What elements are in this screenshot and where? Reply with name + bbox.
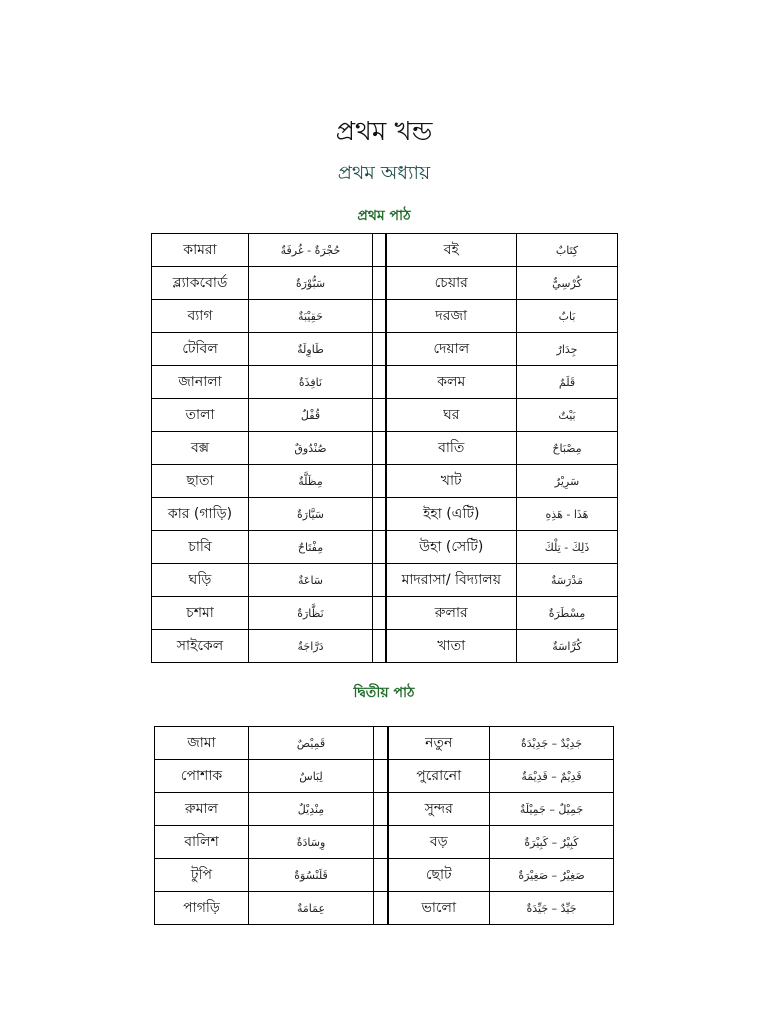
bangla-word-left: ঘড়ি xyxy=(152,564,249,597)
arabic-word-right: بَابٌ xyxy=(517,300,618,333)
column-gap xyxy=(373,630,386,663)
column-gap xyxy=(374,793,388,826)
arabic-word-right: هَذَا - هَذِهِ xyxy=(517,498,618,531)
table-row xyxy=(152,531,618,564)
arabic-word-right: مِسْطَرَةٌ xyxy=(517,597,618,630)
bangla-word-right: ঘর xyxy=(386,399,517,432)
column-gap xyxy=(373,300,386,333)
column-gap xyxy=(373,531,386,564)
bangla-word-left: তালা xyxy=(152,399,249,432)
table-row xyxy=(152,267,618,300)
column-gap xyxy=(373,234,386,267)
arabic-word-left: حَقِيْبَةٌ xyxy=(249,300,373,333)
bangla-word-left: চাবি xyxy=(152,531,249,564)
column-gap xyxy=(373,498,386,531)
bangla-word-right: দরজা xyxy=(386,300,517,333)
bangla-word-right: নতুন xyxy=(388,727,490,760)
arabic-word-right: مَدْرَسَةٌ xyxy=(517,564,618,597)
arabic-word-left: مِفْتَاحٌ xyxy=(249,531,373,564)
bangla-word-left: কামরা xyxy=(152,234,249,267)
arabic-word-left: طَاوِلَةٌ xyxy=(249,333,373,366)
column-gap xyxy=(374,859,388,892)
arabic-word-left: نَافِذَةٌ xyxy=(249,366,373,399)
arabic-word-right: كَبِيْرٌ – كَبِيْرَةٌ xyxy=(490,826,614,859)
arabic-word-right: بَيْتٌ xyxy=(517,399,618,432)
arabic-word-right: مِصْبَاحٌ xyxy=(517,432,618,465)
arabic-word-right: قَدِيْمٌ – قَدِيْمَةٌ xyxy=(490,760,614,793)
bangla-word-right: বাতি xyxy=(386,432,517,465)
table-row xyxy=(155,727,614,760)
bangla-word-right: বই xyxy=(386,234,517,267)
column-gap xyxy=(373,333,386,366)
table-row xyxy=(152,564,618,597)
bangla-word-right: দেয়াল xyxy=(386,333,517,366)
bangla-word-right: কলম xyxy=(386,366,517,399)
table-row xyxy=(152,465,618,498)
arabic-word-right: قَلَمٌ xyxy=(517,366,618,399)
lesson-1-title: প্রথম পাঠ xyxy=(357,208,411,224)
lesson-2-title: দ্বিতীয় পাঠ xyxy=(353,685,415,701)
bangla-word-left: কার (গাড়ি) xyxy=(152,498,249,531)
column-gap xyxy=(373,267,386,300)
arabic-word-right: ذَلِكَ - تِلْكَ xyxy=(517,531,618,564)
bangla-word-right: পুরোনো xyxy=(388,760,490,793)
column-gap xyxy=(374,760,388,793)
bangla-word-left: টেবিল xyxy=(152,333,249,366)
bangla-word-right: মাদরাসা/ বিদ্যালয় xyxy=(386,564,517,597)
column-gap xyxy=(373,465,386,498)
bangla-word-right: ভালো xyxy=(388,892,490,925)
bangla-word-left: জামা xyxy=(155,727,249,760)
column-gap xyxy=(373,564,386,597)
arabic-word-right: جَيِّدٌ – جَيِّدَةٌ xyxy=(490,892,614,925)
arabic-word-right: صَغِيْرٌ – صَغِيْرَةٌ xyxy=(490,859,614,892)
arabic-word-left: حُجْرَةٌ - غُرفَةٌ xyxy=(249,234,373,267)
table-row xyxy=(152,366,618,399)
page-title: প্রথম খন্ড xyxy=(335,117,433,147)
arabic-word-right: جَدِيْدٌ – جَدِيْدَةٌ xyxy=(490,727,614,760)
bangla-word-right: খাট xyxy=(386,465,517,498)
table-row xyxy=(152,498,618,531)
arabic-word-left: سَاعَةٌ xyxy=(249,564,373,597)
bangla-word-left: পোশাক xyxy=(155,760,249,793)
arabic-word-left: لِبَاسٌ xyxy=(249,760,374,793)
bangla-word-left: পাগড়ি xyxy=(155,892,249,925)
arabic-word-right: جَمِيْلٌ – جَمِيْلَةٌ xyxy=(490,793,614,826)
table-row xyxy=(155,793,614,826)
bangla-word-right: সুন্দর xyxy=(388,793,490,826)
bangla-word-right: খাতা xyxy=(386,630,517,663)
bangla-word-right: ইহা (এটি) xyxy=(386,498,517,531)
arabic-word-left: وِسَادَةٌ xyxy=(249,826,374,859)
arabic-word-left: قَلَنْسُوَةٌ xyxy=(249,859,374,892)
bangla-word-right: রুলার xyxy=(386,597,517,630)
bangla-word-left: ব্ল্যাকবোর্ড xyxy=(152,267,249,300)
bangla-word-left: ছাতা xyxy=(152,465,249,498)
column-gap xyxy=(373,366,386,399)
arabic-word-left: سَيَّارَةٌ xyxy=(249,498,373,531)
arabic-word-right: كِتَابٌ xyxy=(517,234,618,267)
arabic-word-right: جِدَارٌ xyxy=(517,333,618,366)
bangla-word-right: চেয়ার xyxy=(386,267,517,300)
column-gap xyxy=(373,597,386,630)
table-row xyxy=(152,399,618,432)
table-row xyxy=(155,892,614,925)
arabic-word-left: مِنْدِيْلٌ xyxy=(249,793,374,826)
bangla-word-left: সাইকেল xyxy=(152,630,249,663)
bangla-word-left: জানালা xyxy=(152,366,249,399)
table-row xyxy=(152,432,618,465)
column-gap xyxy=(374,892,388,925)
column-gap xyxy=(374,826,388,859)
lesson-1-vocab-table xyxy=(151,233,618,663)
bangla-word-right: ছোট xyxy=(388,859,490,892)
arabic-word-right: كُرَّاسَةٌ xyxy=(517,630,618,663)
table-row xyxy=(155,859,614,892)
table-row xyxy=(152,333,618,366)
lesson-2-vocab-table xyxy=(154,726,614,925)
table-row xyxy=(155,760,614,793)
bangla-word-left: বালিশ xyxy=(155,826,249,859)
arabic-word-left: قُفْلٌ xyxy=(249,399,373,432)
bangla-word-right: বড় xyxy=(388,826,490,859)
column-gap xyxy=(373,399,386,432)
arabic-word-left: صُنْدُوقٌ xyxy=(249,432,373,465)
arabic-word-left: مِظَلَّةٌ xyxy=(249,465,373,498)
bangla-word-left: ব্যাগ xyxy=(152,300,249,333)
bangla-word-left: চশমা xyxy=(152,597,249,630)
bangla-word-right: উহা (সেটি) xyxy=(386,531,517,564)
bangla-word-left: রুমাল xyxy=(155,793,249,826)
table-row xyxy=(152,300,618,333)
arabic-word-left: دَرَّاجَةٌ xyxy=(249,630,373,663)
table-row xyxy=(152,234,618,267)
arabic-word-right: سَرِيْرٌ xyxy=(517,465,618,498)
arabic-word-left: سَبُّوْرَةٌ xyxy=(249,267,373,300)
bangla-word-left: টুপি xyxy=(155,859,249,892)
arabic-word-left: نَظَّارَةٌ xyxy=(249,597,373,630)
arabic-word-right: كُرْسِيٌّ xyxy=(517,267,618,300)
bangla-word-left: বক্স xyxy=(152,432,249,465)
column-gap xyxy=(374,727,388,760)
arabic-word-left: عِمَامَةٌ xyxy=(249,892,374,925)
arabic-word-left: قَمِيْصٌ xyxy=(249,727,374,760)
column-gap xyxy=(373,432,386,465)
chapter-title: প্রথম অধ্যায় xyxy=(337,162,431,184)
table-row xyxy=(155,826,614,859)
table-row xyxy=(152,630,618,663)
table-row xyxy=(152,597,618,630)
